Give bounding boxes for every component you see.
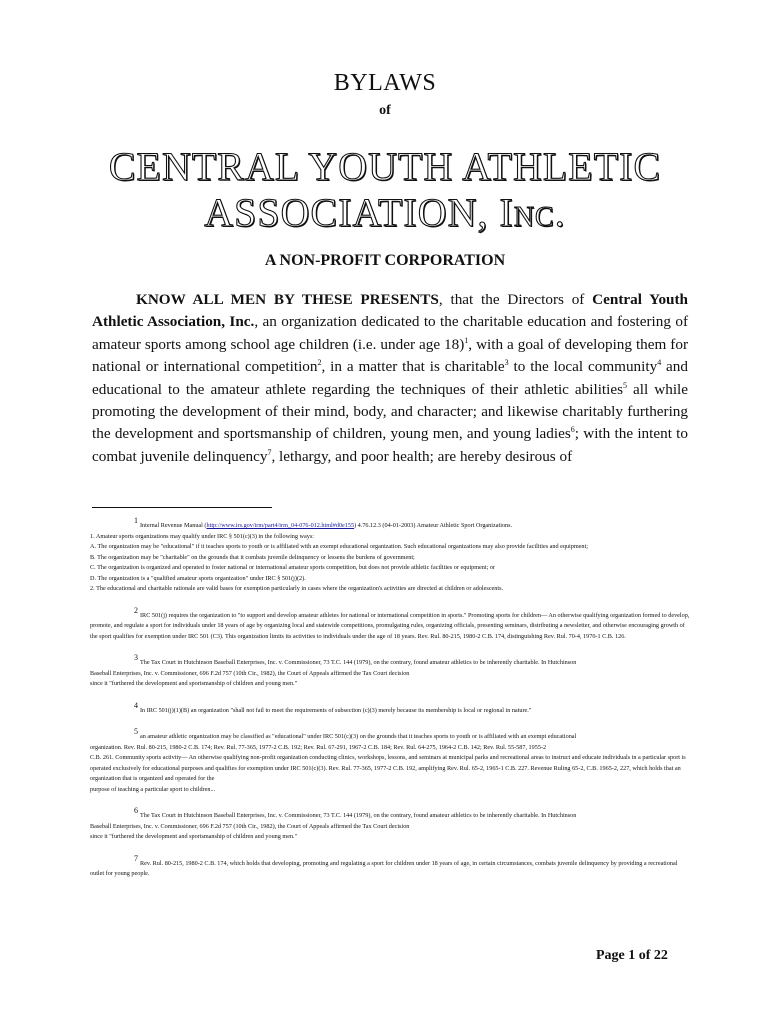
- footnote-ref-2[interactable]: 2: [317, 358, 322, 368]
- footnote-line: 1. Amateur sports organizations may qualify under IRC § 501(c)(3) in the following ways:: [90, 532, 314, 540]
- footnotes: [90, 516, 690, 891]
- document-title: BYLAWS: [333, 70, 437, 96]
- preamble-text-i: , lethargy, and poor health; are hereby desirous of: [271, 447, 573, 465]
- footnote-line: Baseball Enterprises, Inc. v. Commissioner, 696 F.2d 757 (10th Cir., 1982), the Court of Appeals affirmed the Tax Court decision: [90, 669, 410, 677]
- footnote-ref-7[interactable]: 7: [267, 447, 272, 457]
- footnote-line: Baseball Enterprises, Inc. v. Commissioner, 696 F.2d 757 (10th Cir., 1982), the Court of Appeals affirmed the Tax Court decision: [90, 822, 410, 830]
- footnote-ref-5[interactable]: 5: [623, 380, 628, 390]
- footnote-line: A. The organization may be "educational" if it teaches sports to youth or is affiliated with an exempt educational organization. Such educational organizations may also provide facilities and equipment;: [90, 543, 588, 550]
- preamble-text-d: , in a matter that is charitable: [321, 358, 505, 376]
- preamble-text-g: all while promoting the development of their mind, body, and character; and likewise charitably furthering the development and sportsmanship of children, young men, and young ladies: [92, 380, 689, 443]
- footnote-ref-3[interactable]: 3: [504, 358, 509, 368]
- organization-name-line2-text: ASSOCIATION,: [204, 190, 500, 235]
- preamble-lead: KNOW ALL MEN BY THESE PRESENTS: [136, 291, 439, 308]
- footnote-number: 3: [134, 653, 138, 662]
- title-of: of: [379, 103, 391, 118]
- footnote-number: 6: [134, 806, 138, 815]
- footnote-7: [90, 854, 690, 880]
- footnote-line: since it "furthered the development and sportsmanship of children and young men.": [90, 680, 298, 687]
- irm-link[interactable]: http://www.irs.gov/irm/part4/irm_04-076-012.html#d0e155: [206, 522, 355, 529]
- footnote-text: ) 4.76.12.3 (04-01-2003) Amateur Athletic Sport Organizations.: [354, 522, 513, 529]
- footnote-line: B. The organization may be "charitable" on the grounds that it combats juvenile delinquency or lessens the burdens of government;: [90, 553, 415, 561]
- footnote-ref-4[interactable]: 4: [657, 358, 662, 368]
- footnote-2: [90, 606, 690, 643]
- organization-name-line2: [0, 190, 770, 236]
- preamble-paragraph: [92, 289, 688, 468]
- page-number: Page 1 of 22: [596, 948, 668, 963]
- footnote-text: The Tax Court in Hutchinson Baseball Enterprises, Inc. v. Commissioner, 73 T.C. 144 (1979), on the contrary, found amateur athletics to be inherently charitable. In Hutchinson: [140, 812, 577, 819]
- footnote-ref-6[interactable]: 6: [570, 425, 575, 435]
- preamble-org-name: Central Youth Athletic Association, Inc.: [92, 291, 688, 331]
- preamble-text-b: , an organization dedicated to the charitable education and fostering of amateur sports among school age children (i.e. under age 18): [92, 313, 688, 353]
- footnote-4: [90, 701, 690, 717]
- footnote-number: 5: [134, 727, 138, 736]
- preamble-text-a: , that the Directors of: [438, 291, 593, 308]
- footnote-line: organization. Rev. Rul. 80-215, 1980-2 C.B. 174; Rev. Rul. 77-365, 1977-2 C.B. 192; Rev. Rul. 67-291, 1967-2 C.B. 184; Rev. Rul. 64-275, 1964-2 C.B. 142; Rev. Rul. 55-587, 1955-2: [90, 743, 547, 751]
- preamble-text-c: , with a goal of developing them for national or international competition: [92, 335, 689, 376]
- footnote-number: 7: [134, 853, 138, 863]
- footnote-line: C.B. 261. Community sports activity— An otherwise qualifying non-profit organization conducting clinics, workshops, lessons, and seminars at municipal parks and recreational areas to instruct and educate individuals in a particular sport is operated exclusively for educational purposes and qualifies for exemption under IRC 501(c)(3). Rev. Rul. 77-365, 1977-2 C.B. 192, amplifying Rev. Rul. 65-2, 1965-1 C.B. 227. Revenue Ruling 65-2, C.B. 1965-2, 227, which holds that an organization that is organized and operated for the: [90, 754, 686, 782]
- footnote-line: purpose of teaching a particular sport to children...: [90, 785, 216, 793]
- footnote-ref-1[interactable]: 1: [464, 335, 469, 345]
- footnote-line: 2. The educational and charitable rationale are valid bases for exemption particularly in cases where the organization's activities are directed at children or adolescents.: [90, 585, 504, 592]
- footnote-text: an amateur athletic organization may be classified as "educational" under IRC 501(c)(3) on the grounds that it teaches sports to youth or is affiliated with an exempt educational: [140, 733, 577, 740]
- footnote-1: [90, 516, 690, 595]
- footnote-line: C. The organization is organized and operated to foster national or international amateur sports competition, but does not provide athletic facilities or equipment; or: [90, 564, 495, 571]
- organization-name-suffix: Inc.: [499, 190, 566, 235]
- footnote-number: 2: [134, 605, 138, 615]
- footnote-3: [90, 653, 690, 690]
- footnote-5: [90, 727, 690, 795]
- footnote-divider: [92, 507, 272, 508]
- footnote-number: 4: [134, 700, 138, 710]
- footnote-6: [90, 806, 690, 843]
- footnote-text: Internal Revenue Manual (: [140, 522, 207, 529]
- footnote-text: Rev. Rul. 80-215, 1980-2 C.B. 174, which holds that developing, promoting and regulating a sport for children under 18 years of age, in certain circumstances, combats juvenile delinquency by providing a recreational outlet for young people.: [90, 859, 678, 877]
- footnote-text: In IRC 501(j)(1)(B) an organization "shall not fail to meet the requirements of subsection (c)(3) merely because its membership is local or regional in nature.": [140, 706, 532, 714]
- document-subtitle: A NON-PROFIT CORPORATION: [264, 252, 506, 269]
- organization-name-line1: CENTRAL YOUTH ATHLETIC: [108, 144, 662, 189]
- footnote-text: IRC 501(j) requires the organization to "to support and develop amateur athletes for national or international competition in sports." Promoting sports for children— An otherwise qualifying organization formed to develop, promote, and regulate a sport for individuals under 18 years of age by organizing local and statewide competitions, promulgating rules, organizing officials, presenting seminars, distributing a newsletter, and otherwise encouraging growth of the sport qualifies for exemption under IRC 501 (C3). This organization limits its activities to individuals under the age of 18 years. Rev. Rul. 80-215, 1980-2 C.B. 174, distinguishing Rev. Rul. 70-4, 1970-1 C.B. 126.: [90, 611, 690, 640]
- preamble-text-h: ; with the intent to combat juvenile delinquency: [92, 425, 688, 465]
- footnote-line: since it "furthered the development and sportsmanship of children and young men.": [90, 833, 298, 840]
- footnote-line: D. The organization is a "qualified amateur sports organization" under IRC § 501(j)(2).: [90, 574, 306, 582]
- preamble-text-e: to the local community: [508, 358, 658, 376]
- organization-name-heading: [0, 144, 770, 236]
- preamble-text-f: and educational to the amateur athlete regarding the techniques of their athletic abilities: [92, 358, 688, 398]
- footnote-number: 1: [134, 516, 138, 525]
- footnote-text: The Tax Court in Hutchinson Baseball Enterprises, Inc. v. Commissioner, 73 T.C. 144 (1979), on the contrary, found amateur athletics to be inherently charitable. In Hutchinson: [140, 659, 577, 666]
